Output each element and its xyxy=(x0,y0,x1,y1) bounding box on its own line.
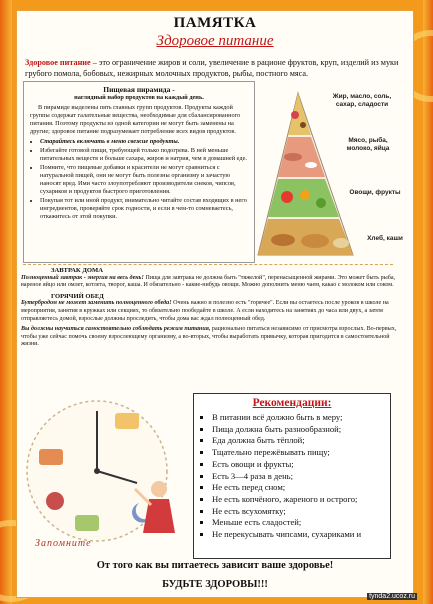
lunch-icon xyxy=(39,449,63,465)
clock-caption: Запомните xyxy=(35,538,92,549)
pyramid-label-top: Жир, масло, соль, сахар, сладости xyxy=(332,93,392,108)
breakfast-heading: ЗАВТРАК ДОМА xyxy=(51,267,103,274)
footer-slogan: БУДЬТЕ ЗДОРОВЫ!!! xyxy=(162,579,268,590)
list-item: ▪ Меньше есть сладостей; xyxy=(212,517,384,529)
breakfast-icon xyxy=(115,413,139,429)
list-item: ▪ Пища должна быть разнообразной; xyxy=(212,424,384,436)
pyramid-subheading: наглядный набор продуктов на каждый день. xyxy=(74,94,204,101)
page-subtitle: Здоровое питание xyxy=(156,33,274,49)
list-item: ▪ Не есть перед сном; xyxy=(212,482,384,494)
list-item: • Избегайте готовой пищи, требующей только подогрева. В ней меньше питательных веществ и больше сахара, жиров и натрия, чем в домашней еде. xyxy=(40,147,248,163)
list-item: ▪ Тщательно пережёвывать пищу; xyxy=(212,447,384,459)
list-item: ▪ Не есть всухомятку; xyxy=(212,506,384,518)
intro-text: – это ограничение жиров и соли, увеличение в рационе фруктов, круп, изделий из муки грубого помола, бобовых, нежирных молочных продуктов, рыбы, постного мяса. xyxy=(25,58,399,78)
list-item: • Покупая тот или иной продукт, внимательно читайте состав входящих в него ингредиентов, проверяйте срок годности, и если в чем-то сомневаетесь, откажитесь от этой покупки. xyxy=(40,197,248,221)
lunch-heading: ГОРЯЧИЙ ОБЕД xyxy=(51,292,104,300)
site-watermark: tynda2.ucoz.ru xyxy=(369,593,415,600)
recommendations-title: Рекомендации: xyxy=(252,397,332,409)
intro-term: Здоровое питание xyxy=(25,58,91,67)
list-item: ▪ Есть овощи и фрукты; xyxy=(212,459,384,471)
section-divider xyxy=(23,264,393,265)
pyramid-paragraph: В пирамиде выделены пять главных групп продуктов. Продукты каждой группы содержат галательные вещества, необходимые для сбалансированного питания. Поэтому продукты из одной категории не могут быть заменены на другие; здоровое питание подразумевает потребление всех видов продуктов. xyxy=(30,104,241,135)
list-item: • Помните, что пищевые добавки и красители не могут сравниться с натуральной пищей, они не могут быть полезны организму и зачастую наносят вред. Ими часто злоупотребляют производители снеков, чипсов, сухариков и продуктов быстрого приготовления. xyxy=(40,164,248,196)
list-item: ▪ Не есть копчёного, жареного и острого; xyxy=(212,494,384,506)
page-title: ПАМЯТКА xyxy=(173,15,257,31)
list-item: ▪ Есть 3—4 раза в день; xyxy=(212,471,384,483)
pyramid-label-middle: Мясо, рыба, молоко, яйца xyxy=(346,137,390,152)
list-item: • Старайтесь включать в меню свежие продукты. xyxy=(40,138,248,146)
regime-paragraph: Вы должны научиться самостоятельно соблюдать режим питания, рационально питаться независимо от присмотра взрослых. Во-первых, чтобы уже сейчас помочь своему взрослеющему организму, а во-вторых, чтобы выработать привычку, которая пригодится в самостоятельной жизни. xyxy=(21,326,397,348)
lunch-paragraph: Бутербродом не может заменить полноценного обеда! Очень важно и полезно есть "горячее". Если вы остаетесь после уроков в школе на мероприятия, занятия в кружках или секциях, то обязательно пообедайте в школе. А если находитесь на занятиях до часа или двух, а затем отправляетесь домой, взрослые должны проследить, чтобы дома вас ждал полноценный обед. xyxy=(21,300,389,322)
footer-message: От того как вы питаетесь зависит ваше здоровье! xyxy=(96,560,334,571)
meals-section xyxy=(21,267,403,352)
recommendations-list xyxy=(200,412,384,541)
recommendations-box xyxy=(193,393,391,559)
list-item: ▪ В питании всё должно быть в меру; xyxy=(212,412,384,424)
intro-paragraph xyxy=(25,57,405,79)
pyramid-label-base: Хлеб, каши xyxy=(367,235,403,242)
pyramid-heading: Пищевая пирамида - xyxy=(103,85,175,94)
pyramid-label-lower: Овощи, фрукты xyxy=(349,189,401,196)
list-item: ▪ Не перекусывать чипсами, сухариками и xyxy=(212,529,384,541)
pyramid-bullets xyxy=(30,138,248,221)
memo-sheet xyxy=(16,10,414,598)
snack-icon xyxy=(46,492,64,510)
list-item: ▪ Еда должна быть тёплой; xyxy=(212,435,384,447)
dinner-icon xyxy=(75,515,99,531)
pyramid-info-box xyxy=(23,81,255,263)
orange-frame-left xyxy=(0,0,12,604)
breakfast-paragraph: Полноценный завтрак - энергия на весь день! Пища для завтрака не должна быть "тяжелой", перенасыщенной жирами. Это может быть рыба, вареное яйцо или омлет, котлета, творог, каша. И обязательно - какие-нибудь овощи. Можно дополнить меню чаем, какао с молоком или соком. xyxy=(21,274,396,289)
